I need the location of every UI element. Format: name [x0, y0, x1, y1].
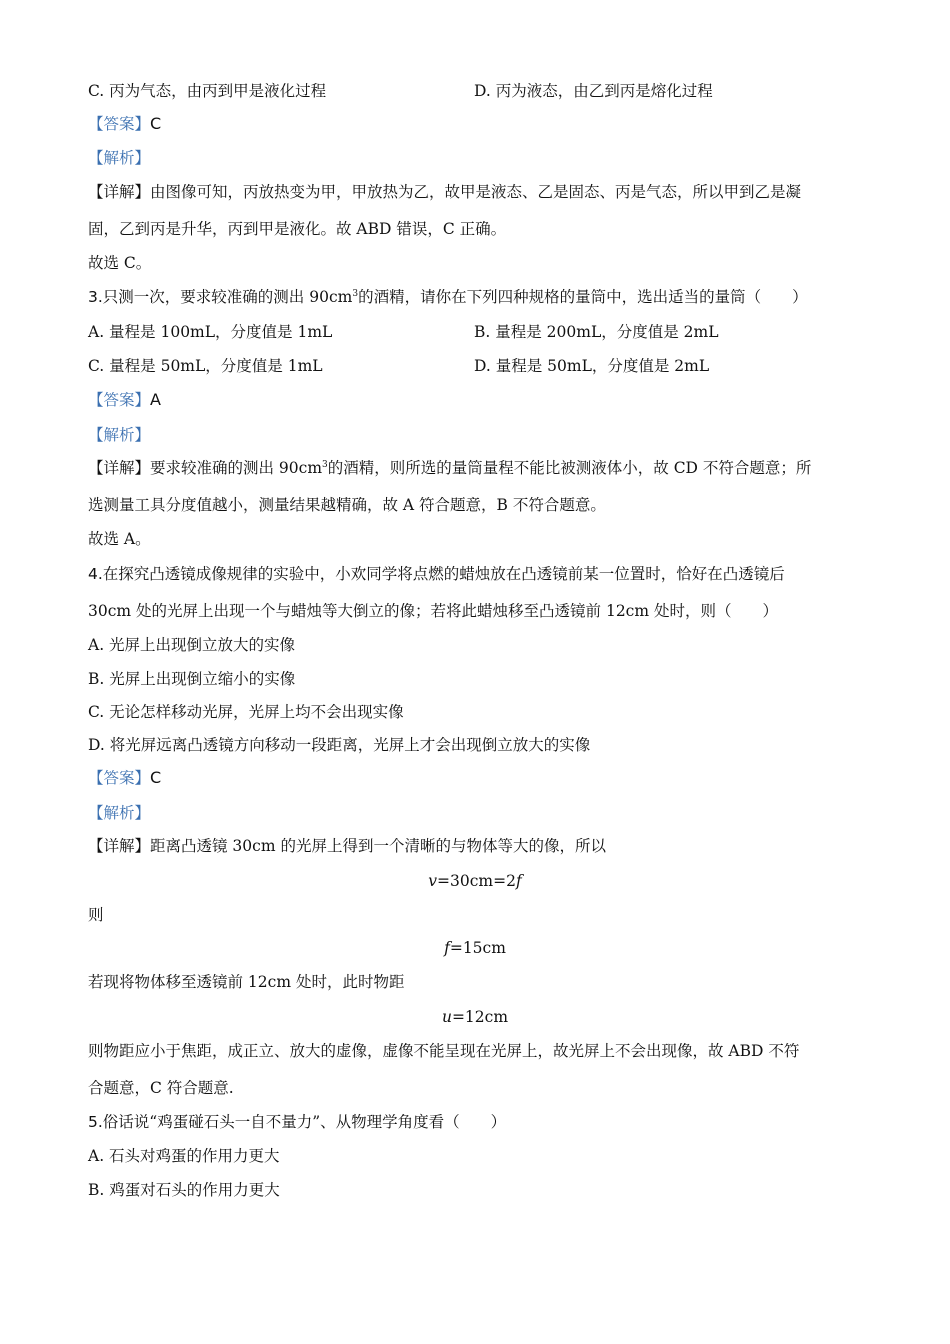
q3-option-b[interactable]: B. 量程是 200mL，分度值是 2mL: [474, 323, 719, 341]
q3-option-c[interactable]: C. 量程是 50mL，分度值是 1mL: [88, 357, 323, 375]
q3-stem-text: 只测一次，要求较准确的测出 90cm: [102, 288, 353, 306]
var-v: v: [428, 872, 438, 890]
q4-stem-line2: 30cm 处的光屏上出现一个与蜡烛等大倒立的像；若将此蜡烛移至凸透镜前 12cm 处时，则（ ）: [88, 602, 778, 620]
q2-detail-line1: 【详解】由图像可知，丙放热变为甲，甲放热为乙，故甲是液态、乙是固态、丙是气态，所以甲到乙是凝: [88, 183, 802, 201]
q3-detail-text: 【详解】要求较准确的测出 90cm: [88, 459, 323, 477]
question-number: 3.: [88, 288, 103, 306]
q4-answer: [88, 767, 161, 789]
q3-detail-text-rest: 的酒精，则所选的量筒量程不能比被测液体小，故 CD 不符合题意；所: [327, 459, 812, 477]
q3-detail-line1: [88, 457, 811, 479]
q4-option-d[interactable]: D. 将光屏远离凸透镜方向移动一段距离，光屏上才会出现倒立放大的实像: [88, 736, 591, 754]
equation-f: [0, 937, 950, 959]
equation-u: [0, 1006, 950, 1028]
eq-text: =30cm=2: [437, 872, 516, 890]
question-number: 5.: [88, 1113, 103, 1131]
q2-option-c[interactable]: C. 丙为气态，由丙到甲是液化过程: [88, 82, 327, 100]
answer-value: C: [150, 114, 162, 133]
q2-option-d[interactable]: D. 丙为液态，由乙到丙是熔化过程: [474, 82, 713, 100]
var-f: f: [444, 939, 450, 957]
q3-option-a[interactable]: A. 量程是 100mL，分度值是 1mL: [88, 323, 333, 341]
q3-stem-text-rest: 的酒精，请你在下列四种规格的量筒中，选出适当的量筒（ ）: [358, 288, 808, 306]
q4-option-b[interactable]: B. 光屏上出现倒立缩小的实像: [88, 670, 296, 688]
var-f: f: [515, 872, 522, 890]
q3-conclusion: 故选 A。: [88, 530, 151, 548]
q4-final-line1: 则物距应小于焦距，成正立、放大的虚像，虚像不能呈现在光屏上，故光屏上不会出现像，故 ABD 不符: [88, 1042, 800, 1060]
answer-value: C: [150, 768, 162, 787]
q4-then: 则: [88, 906, 104, 924]
q5-stem: [88, 1111, 506, 1133]
superscript: 3: [352, 288, 359, 299]
answer-tag: 【答案】: [88, 769, 151, 787]
q3-option-d[interactable]: D. 量程是 50mL，分度值是 2mL: [474, 357, 710, 375]
q2-detail-line2: 固，乙到丙是升华，丙到甲是液化。故 ABD 错误，C 正确。: [88, 220, 507, 238]
q4-stem-line1: [88, 563, 785, 585]
q3-answer: [88, 389, 161, 411]
var-u: u: [441, 1008, 452, 1026]
q3-detail-line2: 选测量工具分度值越小，测量结果越精确，故 A 符合题意，B 不符合题意。: [88, 496, 606, 514]
q4-final-line2: 合题意，C 符合题意.: [88, 1079, 234, 1097]
q3-stem: [88, 286, 808, 308]
q4-move-text: 若现将物体移至透镜前 12cm 处时，此时物距: [88, 973, 405, 991]
q5-option-a[interactable]: A. 石头对鸡蛋的作用力更大: [88, 1147, 280, 1165]
q5-stem-text: 俗话说“鸡蛋碰石头一自不量力”、从物理学角度看（ ）: [102, 1113, 507, 1131]
q2-conclusion: 故选 C。: [88, 254, 152, 272]
answer-tag: 【答案】: [88, 391, 151, 409]
superscript: 3: [322, 459, 328, 470]
question-number: 4.: [88, 565, 103, 583]
q5-option-b[interactable]: B. 鸡蛋对石头的作用力更大: [88, 1181, 280, 1199]
eq-text: =12cm: [451, 1008, 509, 1026]
q4-option-a[interactable]: A. 光屏上出现倒立放大的实像: [88, 636, 296, 654]
answer-tag: 【答案】: [88, 115, 151, 133]
q4-detail-line1: 【详解】距离凸透镜 30cm 的光屏上得到一个清晰的与物体等大的像，所以: [88, 837, 606, 855]
analysis-tag: 【解析】: [88, 149, 151, 167]
q4-option-c[interactable]: C. 无论怎样移动光屏，光屏上均不会出现实像: [88, 703, 404, 721]
answer-value: A: [150, 390, 161, 409]
equation-v: [0, 870, 950, 892]
analysis-tag: 【解析】: [88, 804, 151, 822]
q4-stem-text: 在探究凸透镜成像规律的实验中，小欢同学将点燃的蜡烛放在凸透镜前某一位置时，恰好在凸透镜后: [102, 565, 785, 583]
analysis-tag: 【解析】: [88, 426, 151, 444]
eq-text: =15cm: [449, 939, 506, 957]
q2-answer: [88, 113, 161, 135]
